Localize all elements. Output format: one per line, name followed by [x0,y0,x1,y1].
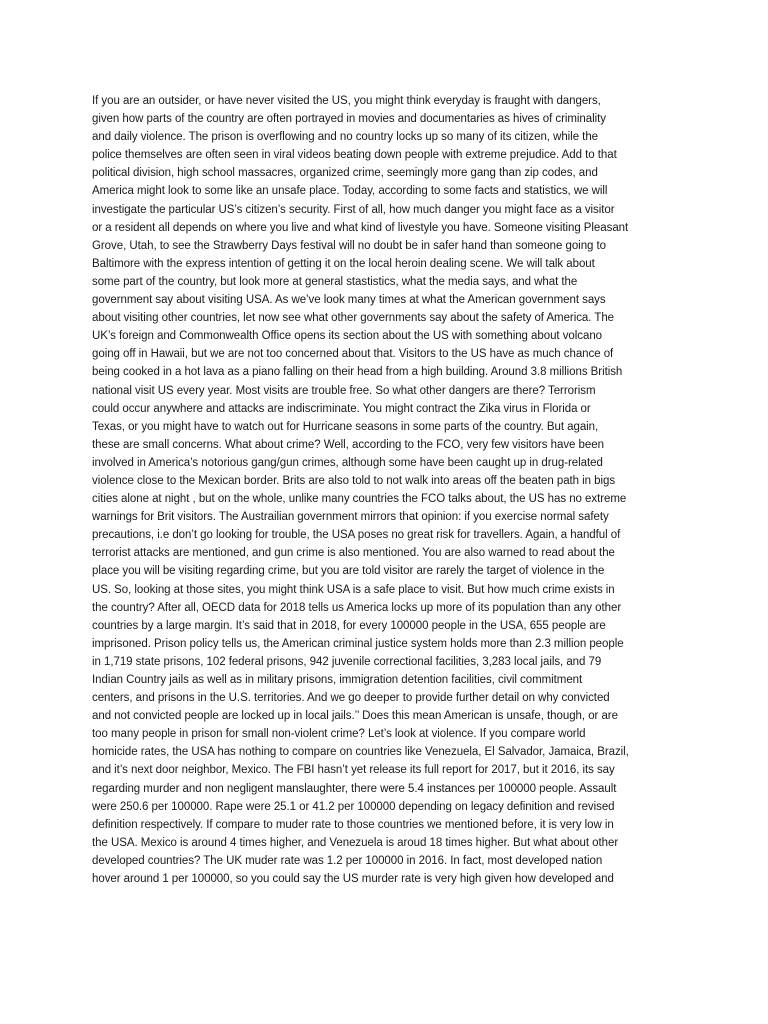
body-paragraph: If you are an outsider, or have never visited the US, you might think everyday is fraught with dangers, given how parts of the country are often portrayed in movies and documentaries as hives of criminality and daily violence. The prison is overflowing and no country locks up so many of its citizen, while the police themselves are often seen in viral videos beating down people with extreme prejudice. Add to that political division, high school massacres, organized crime, seemingly more gang than zip codes, and America might look to some like an unsafe place. Today, according to some facts and statistics, we will investigate the particular US’s citizen’s security. First of all, how much danger you might face as a visitor or a resident all depends on where you live and what kind of livestyle you have. Someone visiting Pleasant Grove, Utah, to see the Strawberry Days festival will no doubt be in safer hand than someone going to Baltimore with the express intention of getting it on the local heroin dealing scene. We will talk about some part of the country, but look more at general stastistics, what the media says, and what the government say about visiting USA. As we’ve look many times at what the American government says about visiting other countries, let now see what other governments say about the safety of America. The UK’s foreign and Commonwealth Office opens its section about the US with something about volcano going off in Hawaii, but we are not too concerned about that. Visitors to the US have as much chance of being cooked in a hot lava as a piano falling on their head from a high building. Around 3.8 millions British national visit US every year. Most visits are trouble free. So what other dangers are there? Terrorism could occur anywhere and attacks are indiscriminate. You might contract the Zika virus in Florida or Texas, or you might have to watch out for Hurricane seasons in some parts of the country. But again, these are small concerns. What about crime? Well, according to the FCO, very few visitors have been involved in America’s notorious gang/gun crimes, although some have been caught up in drug-related violence close to the Mexican border. Brits are also told to not walk into areas off the beaten path in bigs cities alone at night , but on the whole, unlike many countries the FCO talks about, the US has no extreme warnings for Brit visitors. The Austrailian government mirrors that opinion: if you exercise normal safety precautions, i.e don’t go looking for trouble, the USA poses no great risk for travellers. Again, a handful of terrorist attacks are mentioned, and gun crime is also mentioned. You are also warned to read about the place you will be visiting regarding crime, but you are told visitor are rarely the target of violence in the US. So, looking at those sites, you might think USA is a safe place to visit. But how much crime exists in the country? After all, OECD data for 2018 tells us America locks up more of its population than any other countries by a large margin. It’s said that in 2018, for every 100000 people in the USA, 655 people are imprisoned. Prison policy tells us, the American criminal justice system holds more than 2.3 million people in 1,719 state prisons, 102 federal prisons, 942 juvenile correctional facilities, 3,283 local jails, and 79 Indian Country jails as well as in military prisons, immigration detention facilities, civil commitment centers, and prisons in the U.S. territories. And we go deeper to provide further detail on why convicted and not convicted people are locked up in local jails.’’ Does this mean American is unsafe, though, or are too many people in prison for small non-violent crime? Let’s look at violence. If you compare world homicide rates, the USA has nothing to compare on countries like Venezuela, El Salvador, Jamaica, Brazil, and it’s next door neighbor, Mexico. The FBI hasn’t yet release its full report for 2017, but it 2016, its say regarding murder and non negligent manslaughter, there were 5.4 instances per 100000 people. Assault were 250.6 per 100000. Rape were 25.1 or 41.2 per 100000 depending on legacy definition and revised definition respectively. If compare to muder rate to those countries we mentioned before, it is very low in the USA. Mexico is around 4 times higher, and Venezuela is aroud 18 times higher. But what about other developed countries? The UK muder rate was 1.2 per 100000 in 2016. In fact, most developed nation hover around 1 per 100000, so you could say the US murder rate is very high given how developed and [92,95,629,886]
